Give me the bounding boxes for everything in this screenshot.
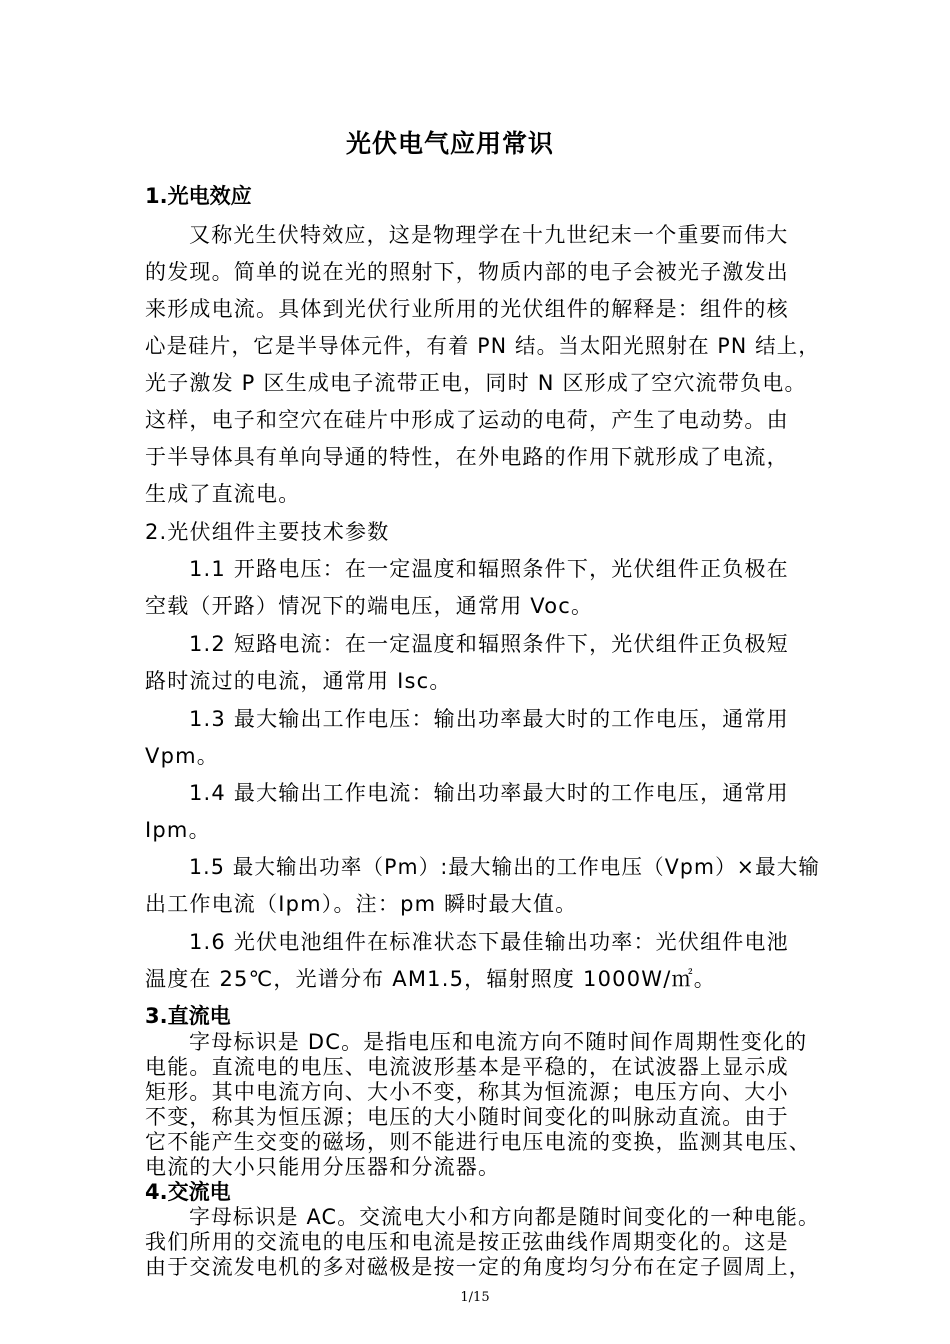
section-2-heading: 2.光伏组件主要技术参数: [145, 520, 390, 544]
s4-line-2: 我们所用的交流电的电压和电流是按正弦曲线作周期变化的。这是: [145, 1230, 789, 1254]
s1-line-8: 生成了直流电。: [145, 482, 301, 506]
s1-line-2: 的发现。简单的说在光的照射下，物质内部的电子会被光子激发出: [145, 260, 789, 284]
s2-line-4: 路时流过的电流，通常用 Isc。: [145, 669, 452, 693]
s2-line-2: 空载（开路）情况下的端电压，通常用 Voc。: [145, 594, 594, 618]
s2-line-7: 1.4 最大输出工作电流：输出功率最大时的工作电压，通常用: [189, 781, 789, 805]
s2-line-5: 1.3 最大输出工作电压：输出功率最大时的工作电压，通常用: [189, 707, 789, 731]
s1-line-5: 光子激发 P 区生成电子流带正电，同时 N 区形成了空穴流带负电。: [145, 371, 807, 395]
s4-line-1: 字母标识是 AC。交流电大小和方向都是随时间变化的一种电能。: [189, 1205, 821, 1229]
s1-line-4: 心是硅片，它是半导体元件，有着 PN 结。当太阳光照射在 PN 结上，: [145, 334, 821, 358]
s3-line-4: 不变，称其为恒压源；电压的大小随时间变化的叫脉动直流。由于: [145, 1105, 789, 1129]
s1-line-7: 于半导体具有单向导通的特性，在外电路的作用下就形成了电流，: [145, 445, 789, 469]
s2-line-1: 1.1 开路电压：在一定温度和辐照条件下，光伏组件正负极在: [189, 557, 789, 581]
s3-line-1: 字母标识是 DC。是指电压和电流方向不随时间作周期性变化的: [189, 1030, 808, 1054]
s1-line-3: 来形成电流。具体到光伏行业所用的光伏组件的解释是：组件的核: [145, 297, 789, 321]
s4-line-3: 由于交流发电机的多对磁极是按一定的角度均匀分布在定子圆周上，: [145, 1255, 811, 1279]
s3-line-5: 它不能产生交变的磁场，则不能进行电压电流的变换，监测其电压、: [145, 1130, 811, 1154]
s2-line-11: 1.6 光伏电池组件在标准状态下最佳输出功率：光伏组件电池: [189, 930, 789, 954]
section-3-heading: 3.直流电: [145, 1004, 231, 1028]
section-4-heading: 4.交流电: [145, 1180, 231, 1204]
s2-line-12: 温度在 25℃，光谱分布 AM1.5，辐射照度 1000W/㎡。: [145, 967, 716, 991]
s3-line-6: 电流的大小只能用分压器和分流器。: [145, 1155, 501, 1179]
s2-line-8: Ipm。: [145, 818, 211, 842]
s3-line-2: 电能。直流电的电压、电流波形基本是平稳的，在试波器上显示成: [145, 1055, 789, 1079]
s1-line-1: 又称光生伏特效应，这是物理学在十九世纪末一个重要而伟大: [189, 223, 789, 247]
s2-line-6: Vpm。: [145, 744, 219, 768]
s1-line-6: 这样，电子和空穴在硅片中形成了运动的电荷，产生了电动势。由: [145, 408, 789, 432]
section-1-heading: 1.光电效应: [145, 184, 252, 208]
s2-line-10: 出工作电流（Ipm）。注：pm 瞬时最大值。: [145, 892, 578, 916]
s2-line-3: 1.2 短路电流：在一定温度和辐照条件下，光伏组件正负极短: [189, 632, 789, 656]
page-number: 1/15: [460, 1290, 490, 1305]
s2-line-9: 1.5 最大输出功率（Pm）:最大输出的工作电压（Vpm）×最大输: [189, 855, 820, 879]
document-title: 光伏电气应用常识: [345, 129, 554, 158]
s3-line-3: 矩形。其中电流方向、大小不变，称其为恒流源；电压方向、大小: [145, 1080, 789, 1104]
